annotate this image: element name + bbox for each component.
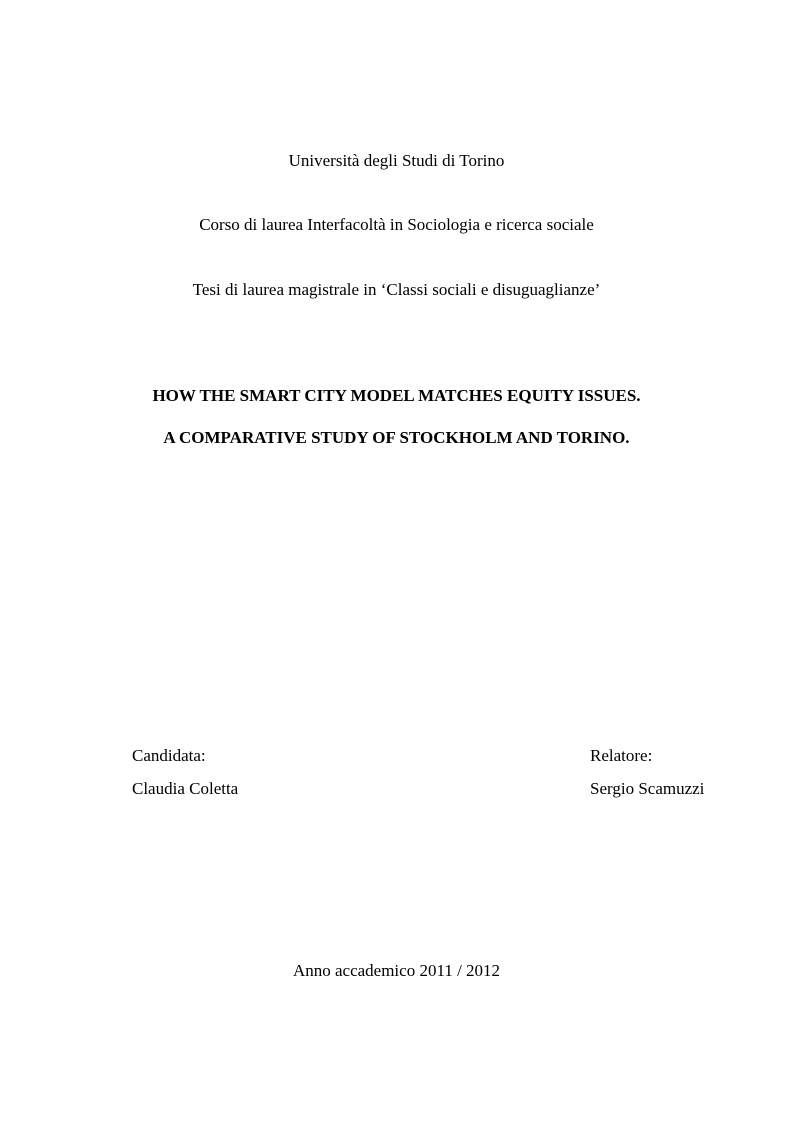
thesis-title-line-1: HOW THE SMART CITY MODEL MATCHES EQUITY ISSUES. [152, 386, 641, 405]
candidate-block [132, 746, 238, 799]
supervisor-block [590, 746, 704, 799]
supervisor-name: Sergio Scamuzzi [590, 779, 705, 798]
thesis-type: Tesi di laurea magistrale in ‘Classi sociali e disuguaglianze’ [192, 280, 601, 299]
course-name: Corso di laurea Interfacoltà in Sociologia e ricerca sociale [199, 215, 594, 234]
candidate-label: Candidata: [132, 746, 206, 765]
university-name: Università degli Studi di Torino [288, 151, 505, 170]
supervisor-label: Relatore: [590, 746, 653, 765]
candidate-name: Claudia Coletta [132, 779, 239, 798]
academic-year: Anno accademico 2011 / 2012 [292, 961, 501, 980]
thesis-title-line-2: A COMPARATIVE STUDY OF STOCKHOLM AND TORINO. [163, 428, 630, 447]
